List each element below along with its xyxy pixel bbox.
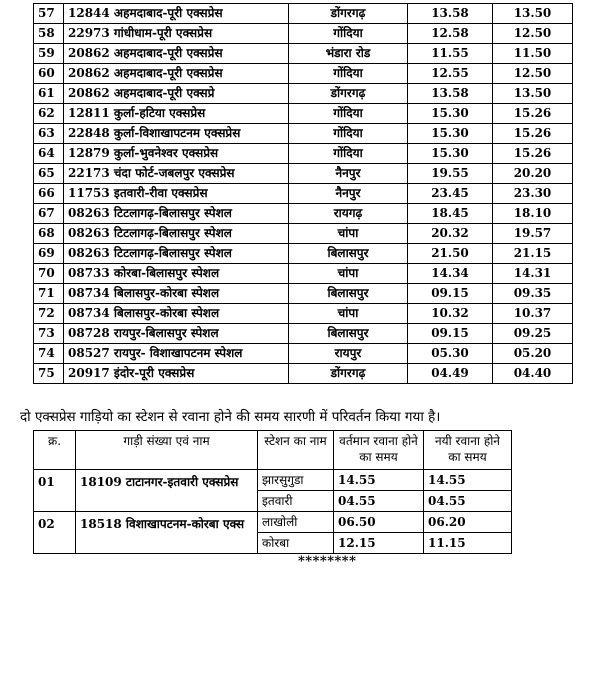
serial-cell: 69 [34,244,64,264]
change-table [33,430,512,554]
schedule-table [33,3,573,384]
train-cell: 08527 रायपुर- विशाखापटनम स्पेशल [64,344,289,364]
serial-cell: 73 [34,324,64,344]
table-row [34,144,573,164]
new-time-cell: 10.37 [493,304,573,324]
serial-cell: 65 [34,164,64,184]
table-row [34,284,573,304]
old-time-cell: 05.30 [408,344,493,364]
change-table-header-row [34,431,512,470]
table-row [34,44,573,64]
train-cell: 08263 टिटलागढ़-बिलासपुर स्पेशल [64,224,289,244]
station-cell: डोंगरगढ़ [289,4,408,24]
station-cell: चांपा [289,224,408,244]
table-row [34,244,573,264]
old-time-cell: 15.30 [408,144,493,164]
train-cell: 22173 चंदा फोर्ट-जबलपुर एक्सप्रेस [64,164,289,184]
old-time-cell: 21.50 [408,244,493,264]
station-cell: डोंगरगढ़ [289,364,408,384]
new-time-cell: 09.25 [493,324,573,344]
header-train: गाड़ी संख्या एवं नाम [76,431,258,470]
old-time-cell: 11.55 [408,44,493,64]
header-new-time: नयी रवाना होने का समय [424,431,512,470]
table-row [34,324,573,344]
table-row [34,84,573,104]
train-cell: 08733 कोरबा-बिलासपुर स्पेशल [64,264,289,284]
new-time-cell: 21.15 [493,244,573,264]
new-time-cell: 11.15 [424,533,512,554]
new-time-cell: 04.55 [424,491,512,512]
old-time-cell: 14.34 [408,264,493,284]
serial-cell: 62 [34,104,64,124]
new-time-cell: 09.35 [493,284,573,304]
serial-cell: 71 [34,284,64,304]
train-cell: 08263 टिटलागढ़-बिलासपुर स्पेशल [64,204,289,224]
table-row [34,4,573,24]
table-row [34,470,512,491]
serial-cell: 64 [34,144,64,164]
new-time-cell: 20.20 [493,164,573,184]
table-row [34,264,573,284]
train-cell: 08263 टिटलागढ़-बिलासपुर स्पेशल [64,244,289,264]
new-time-cell: 13.50 [493,4,573,24]
train-cell: 08728 रायपुर-बिलासपुर स्पेशल [64,324,289,344]
station-cell: भंडारा रोड [289,44,408,64]
schedule-table-body [34,4,573,384]
train-cell: 18109 टाटानगर-इतवारी एक्सप्रेस [76,470,258,512]
new-time-cell: 14.31 [493,264,573,284]
old-time-cell: 15.30 [408,124,493,144]
station-cell: इतवारी [258,491,334,512]
notice-text: दो एक्सप्रेस गाड़ियो का स्टेशन से रवाना होने की समय सारणी में परिवर्तन किया गया है। [20,409,441,425]
serial-cell: 60 [34,64,64,84]
train-cell: 20862 अहमदाबाद-पूरी एक्सप्रे [64,84,289,104]
train-cell: 08734 बिलासपुर-कोरबा स्पेशल [64,304,289,324]
serial-cell: 57 [34,4,64,24]
train-cell: 12844 अहमदाबाद-पूरी एक्सप्रेस [64,4,289,24]
new-time-cell: 15.26 [493,124,573,144]
serial-cell: 68 [34,224,64,244]
station-cell: झारसुगुडा [258,470,334,491]
new-time-cell: 06.20 [424,512,512,533]
new-time-cell: 13.50 [493,84,573,104]
train-cell: 20917 इंदोर-पूरी एक्सप्रेस [64,364,289,384]
old-time-cell: 15.30 [408,104,493,124]
train-cell: 12879 कुर्ला-भुवनेश्वर एक्सप्रेस [64,144,289,164]
table-row [34,204,573,224]
current-time-cell: 06.50 [334,512,424,533]
table-row [34,184,573,204]
station-cell: गोंदिया [289,24,408,44]
new-time-cell: 12.50 [493,64,573,84]
table-row [34,224,573,244]
new-time-cell: 05.20 [493,344,573,364]
header-sn: क्र. [34,431,76,470]
header-station: स्टेशन का नाम [258,431,334,470]
station-cell: रायपुर [289,344,408,364]
old-time-cell: 20.32 [408,224,493,244]
table-row [34,64,573,84]
table-row [34,344,573,364]
old-time-cell: 12.55 [408,64,493,84]
serial-cell: 02 [34,512,76,554]
serial-cell: 66 [34,184,64,204]
station-cell: नैनपुर [289,184,408,204]
station-cell: कोरबा [258,533,334,554]
table-row [34,304,573,324]
old-time-cell: 09.15 [408,284,493,304]
old-time-cell: 23.45 [408,184,493,204]
table-row [34,164,573,184]
train-cell: 08734 बिलासपुर-कोरबा स्पेशल [64,284,289,304]
station-cell: बिलासपुर [289,244,408,264]
old-time-cell: 18.45 [408,204,493,224]
new-time-cell: 23.30 [493,184,573,204]
station-cell: लाखोली [258,512,334,533]
new-time-cell: 15.26 [493,144,573,164]
old-time-cell: 09.15 [408,324,493,344]
serial-cell: 63 [34,124,64,144]
station-cell: गोंदिया [289,124,408,144]
serial-cell: 59 [34,44,64,64]
new-time-cell: 11.50 [493,44,573,64]
table-row [34,124,573,144]
current-time-cell: 12.15 [334,533,424,554]
change-table-body [34,470,512,554]
station-cell: डोंगरगढ़ [289,84,408,104]
train-cell: 20862 अहमदाबाद-पूरी एक्सप्रेस [64,44,289,64]
train-cell: 11753 इतवारी-रीवा एक्सप्रेस [64,184,289,204]
station-cell: गोंदिया [289,64,408,84]
serial-cell: 74 [34,344,64,364]
new-time-cell: 15.26 [493,104,573,124]
serial-cell: 61 [34,84,64,104]
old-time-cell: 04.49 [408,364,493,384]
station-cell: नैनपुर [289,164,408,184]
new-time-cell: 12.50 [493,24,573,44]
table-row [34,104,573,124]
header-current-time: वर्तमान रवाना होने का समय [334,431,424,470]
table-row [34,512,512,533]
current-time-cell: 14.55 [334,470,424,491]
new-time-cell: 19.57 [493,224,573,244]
train-cell: 22848 कुर्ला-विशाखापटनम एक्सप्रेस [64,124,289,144]
serial-cell: 67 [34,204,64,224]
new-time-cell: 18.10 [493,204,573,224]
old-time-cell: 13.58 [408,84,493,104]
station-cell: रायगढ़ [289,204,408,224]
station-cell: गोंदिया [289,144,408,164]
current-time-cell: 04.55 [334,491,424,512]
serial-cell: 72 [34,304,64,324]
train-cell: 18518 विशाखापटनम-कोरबा एक्स [76,512,258,554]
table-row [34,24,573,44]
new-time-cell: 04.40 [493,364,573,384]
station-cell: चांपा [289,264,408,284]
station-cell: बिलासपुर [289,284,408,304]
train-cell: 22973 गांधीधाम-पूरी एक्सप्रेस [64,24,289,44]
serial-cell: 58 [34,24,64,44]
station-cell: बिलासपुर [289,324,408,344]
table-row [34,364,573,384]
station-cell: गोंदिया [289,104,408,124]
serial-cell: 70 [34,264,64,284]
old-time-cell: 12.58 [408,24,493,44]
new-time-cell: 14.55 [424,470,512,491]
old-time-cell: 19.55 [408,164,493,184]
serial-cell: 75 [34,364,64,384]
footer-stars: ******** [298,554,357,569]
old-time-cell: 10.32 [408,304,493,324]
train-cell: 12811 कुर्ला-हटिया एक्सप्रेस [64,104,289,124]
station-cell: चांपा [289,304,408,324]
serial-cell: 01 [34,470,76,512]
old-time-cell: 13.58 [408,4,493,24]
train-cell: 20862 अहमदाबाद-पूरी एक्सप्रेस [64,64,289,84]
